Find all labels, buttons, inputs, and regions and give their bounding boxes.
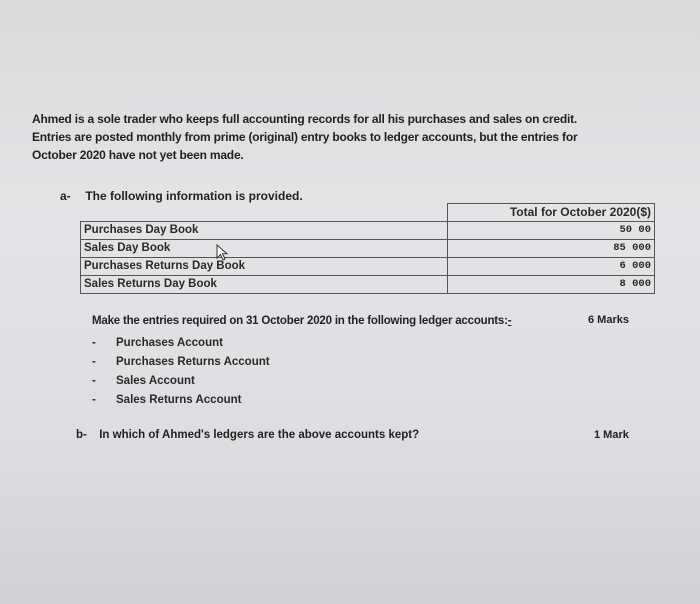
table-row xyxy=(81,258,655,276)
row-name: Purchases Day Book xyxy=(81,222,448,240)
table-row xyxy=(81,276,655,294)
account-name: Purchases Account xyxy=(116,337,223,349)
account-name: Sales Account xyxy=(116,375,195,387)
row-name: Purchases Returns Day Book xyxy=(81,258,448,276)
section-b-label: b- xyxy=(76,429,87,441)
list-dash: - xyxy=(92,356,96,368)
list-item xyxy=(92,372,270,391)
account-name: Purchases Returns Account xyxy=(116,356,270,368)
section-b-text: In which of Ahmed's ledgers are the above accounts kept? xyxy=(99,429,420,441)
intro-line-3: October 2020 have not yet been made. xyxy=(32,148,244,162)
list-dash: - xyxy=(92,394,96,406)
section-a-text: The following information is provided. xyxy=(85,189,303,203)
section-b-marks: 1 Mark xyxy=(594,429,629,441)
list-item xyxy=(92,391,270,410)
section-a-label: a- xyxy=(60,189,71,203)
list-dash: - xyxy=(92,375,96,387)
table-header-total: Total for October 2020($) xyxy=(448,204,655,222)
section-a-instruction xyxy=(92,315,511,327)
list-dash: - xyxy=(92,337,96,349)
table-header-row xyxy=(81,204,655,222)
table-row xyxy=(81,240,655,258)
mouse-pointer-icon xyxy=(216,244,230,262)
row-value: 50 00 xyxy=(448,222,655,240)
row-value: 8 000 xyxy=(448,276,655,294)
row-value: 6 000 xyxy=(448,258,655,276)
section-a-marks: 6 Marks xyxy=(588,314,629,326)
instruction-text: Make the entries required on 31 October 2020 in the following ledger accounts: xyxy=(92,315,508,327)
intro-line-2: Entries are posted monthly from prime (original) entry books to ledger accounts, but the entries for xyxy=(32,130,578,144)
section-a-heading xyxy=(60,189,303,203)
day-books-table xyxy=(80,203,655,294)
section-b-question xyxy=(76,429,419,441)
ledger-accounts-list xyxy=(92,334,270,410)
account-name: Sales Returns Account xyxy=(116,394,242,406)
row-value: 85 000 xyxy=(448,240,655,258)
row-name: Sales Returns Day Book xyxy=(81,276,448,294)
intro-line-1: Ahmed is a sole trader who keeps full accounting records for all his purchases and sales on credit. xyxy=(32,112,578,126)
list-item xyxy=(92,334,270,353)
row-name: Sales Day Book xyxy=(81,240,448,258)
list-item xyxy=(92,353,270,372)
intro-paragraph xyxy=(32,110,632,164)
instruction-tail: - xyxy=(507,315,512,327)
table-row xyxy=(81,222,655,240)
